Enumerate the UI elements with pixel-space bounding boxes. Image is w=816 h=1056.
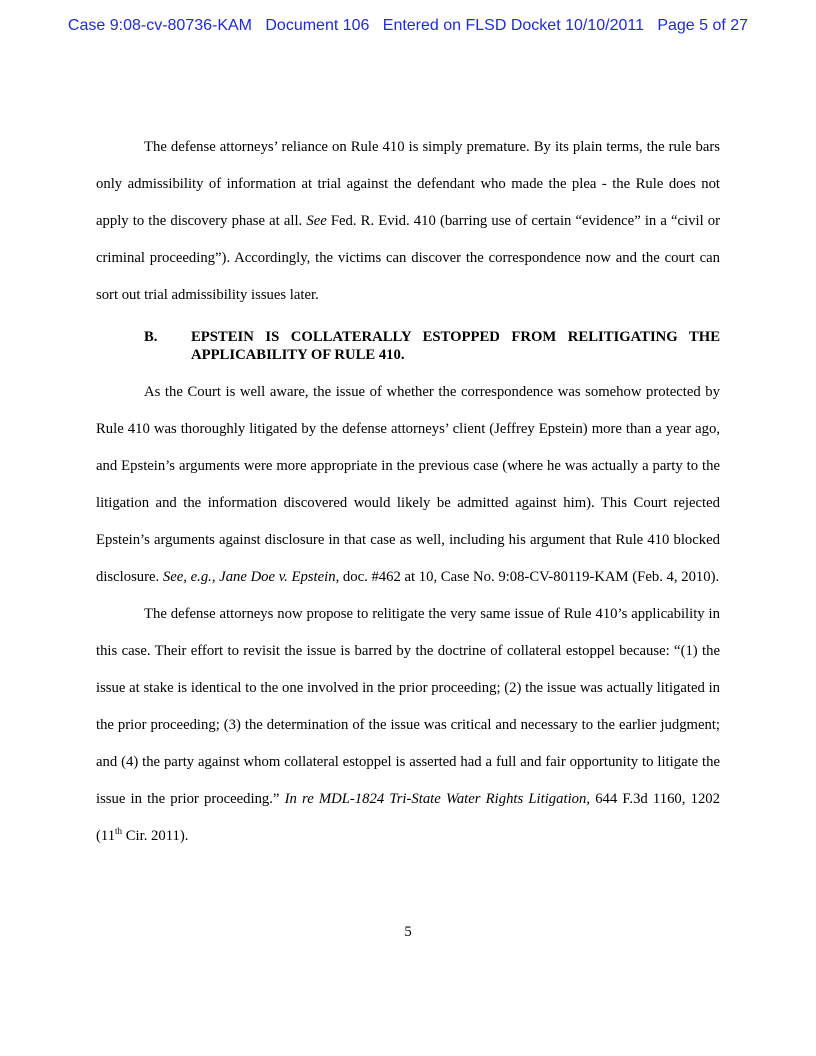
docket-header-stamp xyxy=(0,17,816,35)
paragraph-rule-410-premature: The defense attorneys’ reliance on Rule 410 is simply premature. By its plain terms, the rule bars only admissibility of information at trial against the defendant who made the plea - the Rule does not apply to the discovery phase at all. See Fed. R. Evid. 410 (barring use of certain “evidence” in a “civil or criminal proceeding”). Accordingly, the victims can discover the correspondence now and the court can sort out trial admissibility issues later. xyxy=(96,139,721,303)
paragraph-collateral-estoppel: The defense attorneys now propose to relitigate the very same issue of Rule 410’s applicability in this case. Their effort to revisit the issue is barred by the doctrine of collateral estoppel because: “(1) the issue at stake is identical to the one involved in the prior proceeding; (2) the issue was actually litigated in the prior proceeding; (3) the determination of the issue was critical and necessary to the earlier judgment; and (4) the party against whom collateral estoppel is asserted had a full and fair opportunity to litigate the issue in the prior proceeding.” In re MDL-1824 Tri-State Water Rights Litigation, 644 F.3d 1160, 1202 (11th Cir. 2011). xyxy=(96,606,720,844)
case-citation: In re MDL-1824 Tri-State Water Rights Litigation xyxy=(284,791,587,807)
case-number: Case 9:08-cv-80736-KAM xyxy=(67,17,253,34)
ordinal-superscript: th xyxy=(115,826,123,836)
document-body xyxy=(96,129,720,855)
page-number: 5 xyxy=(404,924,412,940)
page-of-total: Page 5 of 27 xyxy=(657,17,749,34)
citation-signal: See xyxy=(306,213,327,229)
section-heading-b xyxy=(144,328,720,364)
section-title: EPSTEIN IS COLLATERALLY ESTOPPED FROM RELITIGATING THE APPLICABILITY OF RULE 410. xyxy=(191,329,720,363)
docket-entry: Entered on FLSD Docket 10/10/2011 xyxy=(382,17,644,34)
case-citation: See, e.g., Jane Doe v. Epstein xyxy=(162,569,336,585)
paragraph-prior-litigation: As the Court is well aware, the issue of whether the correspondence was somehow protected by Rule 410 was thoroughly litigated by the defense attorneys’ client (Jeffrey Epstein) more than a year ago, and Epstein’s arguments were more appropriate in the previous case (where he was actually a party to the litigation and the information discovered would likely be admitted against him). This Court rejected Epstein’s arguments against disclosure in that case as well, including his argument that Rule 410 blocked disclosure. See, e.g., Jane Doe v. Epstein, doc. #462 at 10, Case No. 9:08-CV-80119-KAM (Feb. 4, 2010). xyxy=(96,384,720,585)
document-number: Document 106 xyxy=(265,17,370,34)
section-letter: B. xyxy=(144,329,158,345)
